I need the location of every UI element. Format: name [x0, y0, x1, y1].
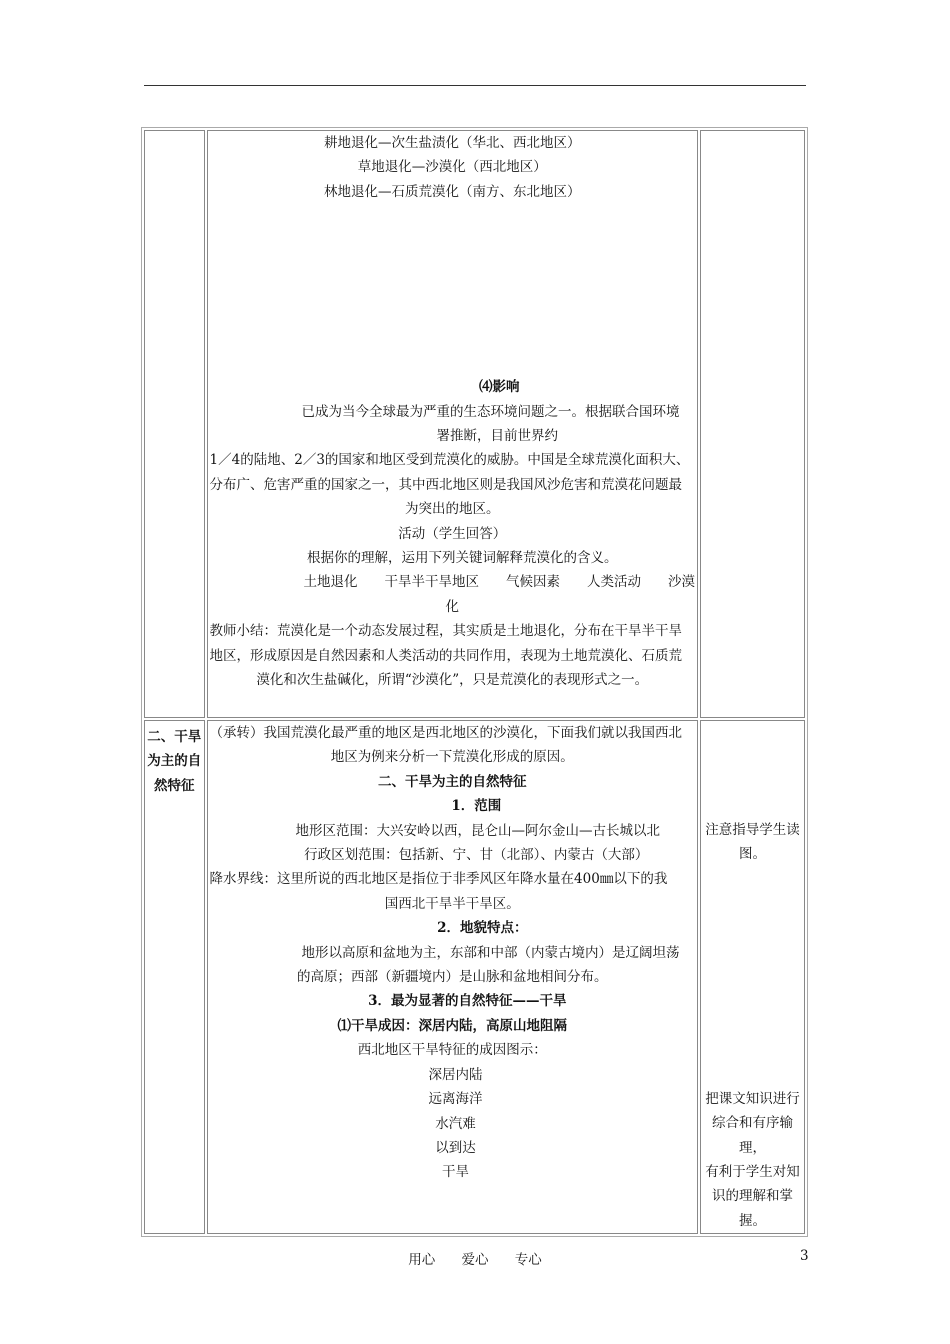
diagram-title: 西北地区干旱特征的成因图示： — [357, 1042, 547, 1059]
table-row — [144, 130, 805, 718]
teaching-note — [701, 1087, 804, 1233]
transition-line: 地区为例来分析一下荒漠化形成的原因。 — [330, 749, 574, 766]
range-line: 国西北干旱半干旱区。 — [384, 895, 520, 912]
range-line: 降水界线：这里所说的西北地区是指位于非季风区年降水量在400㎜以下的我 — [209, 871, 668, 888]
subheading-landform: 2．地貌特点： — [437, 920, 528, 937]
motto-word: 专心 — [514, 1252, 542, 1268]
impact-line: 分布广、危害严重的国家之一，其中西北地区则是我国风沙危害和荒漠花问题最 — [209, 476, 683, 493]
motto-word: 用心 — [408, 1252, 436, 1268]
lesson-plan-table — [141, 127, 808, 1237]
diagram-item: 干旱 — [442, 1164, 470, 1181]
note-line: 有利于学生对知 — [705, 1164, 800, 1181]
diagram-item: 远离海洋 — [428, 1091, 483, 1108]
header-rule — [144, 85, 806, 86]
section-title-line: 二、干旱 — [147, 729, 202, 745]
diagram-item: 深居内陆 — [428, 1066, 483, 1083]
activity-prompt: 根据你的理解，运用下列关键词解释荒漠化的含义。 — [307, 550, 618, 567]
keywords-line: 化 — [445, 598, 460, 615]
subheading-drought: 3．最为显著的自然特征——干旱 — [368, 993, 567, 1010]
subheading-range: 1．范围 — [451, 798, 502, 815]
diagram-item: 水汽难 — [435, 1115, 476, 1132]
section-heading: 二、干旱为主的自然特征 — [378, 773, 527, 790]
range-line: 行政区划范围：包括新、宁、甘（北部）、内蒙古（大部） — [304, 847, 649, 864]
summary-line: 地区，形成原因是自然因素和人类活动的共同作用，表现为土地荒漠化、石质荒 — [209, 647, 683, 664]
range-line: 地形区范围：大兴安岭以西，昆仑山—阿尔金山—古长城以北 — [295, 822, 661, 839]
impact-line: 1／4的陆地、2／3的国家和地区受到荒漠化的威胁。中国是全球荒漠化面积大、 — [209, 452, 690, 469]
cause-diagram — [406, 1063, 506, 1185]
note-line: 识的理解和掌握。 — [712, 1188, 794, 1229]
degradation-line: 草地退化—沙漠化（西北地区） — [357, 159, 547, 176]
note-line: 综合和有序输理， — [712, 1115, 794, 1156]
section-title-line: 然特征 — [154, 777, 195, 794]
summary-line: 教师小结：荒漠化是一个动态发展过程，其实质是土地退化，分布在干旱半干旱 — [209, 623, 683, 640]
row1-note-cell — [700, 130, 805, 718]
section-title-cell — [144, 720, 205, 1234]
cause-heading: ⑴干旱成因：深居内陆，高原山地阻隔 — [337, 1017, 568, 1034]
teaching-note-cell — [700, 720, 805, 1234]
degradation-line: 林地退化—石质荒漠化（南方、东北地区） — [324, 183, 581, 200]
table-row — [144, 720, 805, 1234]
impact-line: 署推断，目前世界约 — [436, 428, 559, 445]
landform-line: 地形以高原和盆地为主，东部和中部（内蒙古境内）是辽阔坦荡 — [301, 944, 680, 961]
note-line: 图。 — [739, 846, 767, 863]
teaching-note — [701, 818, 804, 867]
degradation-line: 耕地退化—次生盐渍化（华北、西北地区） — [324, 135, 581, 151]
row1-content-cell — [207, 130, 698, 718]
activity-title: 活动（学生回答） — [398, 525, 507, 542]
row1-left-cell — [144, 130, 205, 718]
section-title-line: 为主的自 — [147, 753, 202, 770]
keywords-line: 土地退化 干旱半干旱地区 气候因素 人类活动 沙漠 — [303, 574, 696, 591]
page-number: 3 — [800, 1248, 809, 1264]
row2-content-cell — [207, 720, 698, 1234]
motto-word: 爱心 — [461, 1252, 489, 1268]
transition-line: （承转）我国荒漠化最严重的地区是西北地区的沙漠化，下面我们就以我国西北 — [209, 725, 683, 741]
impact-line: 已成为当今全球最为严重的生态环境问题之一。根据联合国环境 — [301, 403, 680, 420]
impact-heading: ⑷影响 — [479, 379, 520, 396]
landform-line: 的高原；西部（新疆境内）是山脉和盆地相间分布。 — [297, 969, 608, 986]
diagram-item: 以到达 — [435, 1139, 476, 1156]
note-line: 注意指导学生读 — [705, 822, 800, 838]
impact-line: 为突出的地区。 — [405, 501, 500, 518]
note-line: 把课文知识进行 — [705, 1090, 800, 1107]
summary-line: 漠化和次生盐碱化，所谓“沙漠化”，只是荒漠化的表现形式之一。 — [256, 672, 649, 689]
